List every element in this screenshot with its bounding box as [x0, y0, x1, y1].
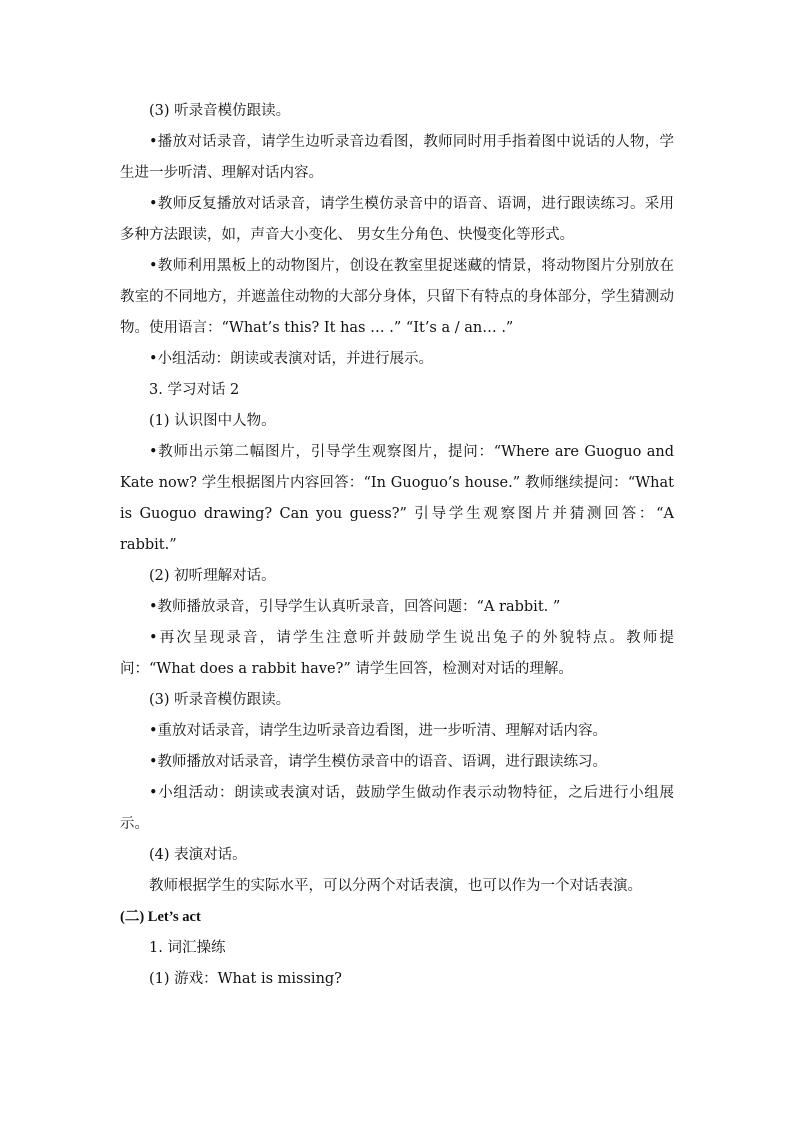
subsection-heading: (1) 游戏：What is missing?: [149, 971, 342, 987]
paragraph: •教师反复播放对话录音，请学生模仿录音中的语音、语调，进行跟读练习。采用多种方法跟读，如，声音大小变化、 男女生分角色、快慢变化等形式。: [120, 196, 674, 243]
paragraph: •教师播放录音，引导学生认真听录音，回答问题：“A rabbit. ”: [149, 599, 561, 615]
paragraph: •教师播放对话录音，请学生模仿录音中的语音、语调，进行跟读练习。: [149, 754, 608, 770]
paragraph: •小组活动：朗读或表演对话，鼓励学生做动作表示动物特征，之后进行小组展示。: [120, 785, 674, 832]
subsection-heading: (3) 听录音模仿跟读。: [149, 692, 291, 708]
part-heading: (二) Let’s act: [120, 909, 201, 925]
paragraph: •播放对话录音，请学生边听录音边看图，教师同时用手指着图中说话的人物，学生进一步听清、理解对话内容。: [120, 134, 674, 181]
section-heading: 3. 学习对话 2: [149, 382, 240, 398]
subsection-heading: (2) 初听理解对话。: [149, 568, 276, 584]
section-heading: 1. 词汇操练: [149, 940, 226, 956]
paragraph: 教师根据学生的实际水平，可以分两个对话表演，也可以作为一个对话表演。: [149, 878, 642, 894]
paragraph: •重放对话录音，请学生边听录音边看图，进一步听清、理解对话内容。: [149, 723, 608, 739]
subsection-heading: (4) 表演对话。: [149, 847, 247, 863]
paragraph: •教师利用黑板上的动物图片，创设在教室里捉迷藏的情景，将动物图片分别放在教室的不同地方，并遮盖住动物的大部分身体，只留下有特点的身体部分，学生猜测动物。使用语言：“What’s this? It has … .” “It’s a / an… .”: [120, 258, 674, 336]
paragraph: •教师出示第二幅图片，引导学生观察图片，提问：“Where are Guoguo and Kate now? 学生根据图片内容回答：“In Guoguo’s house.” 教师继续提问：“What is Guoguo drawing? Can you guess?” 引导学生观察图片并猜测回答：“A rabbit.”: [120, 444, 674, 553]
paragraph: •小组活动：朗读或表演对话，并进行展示。: [149, 351, 434, 367]
document-body: [120, 96, 674, 995]
subsection-heading: (1) 认识图中人物。: [149, 413, 276, 429]
paragraph: •再次呈现录音，请学生注意听并鼓励学生说出兔子的外貌特点。教师提问：“What does a rabbit have?” 请学生回答，检测对对话的理解。: [120, 630, 674, 677]
paragraph: (3) 听录音模仿跟读。: [149, 103, 291, 119]
